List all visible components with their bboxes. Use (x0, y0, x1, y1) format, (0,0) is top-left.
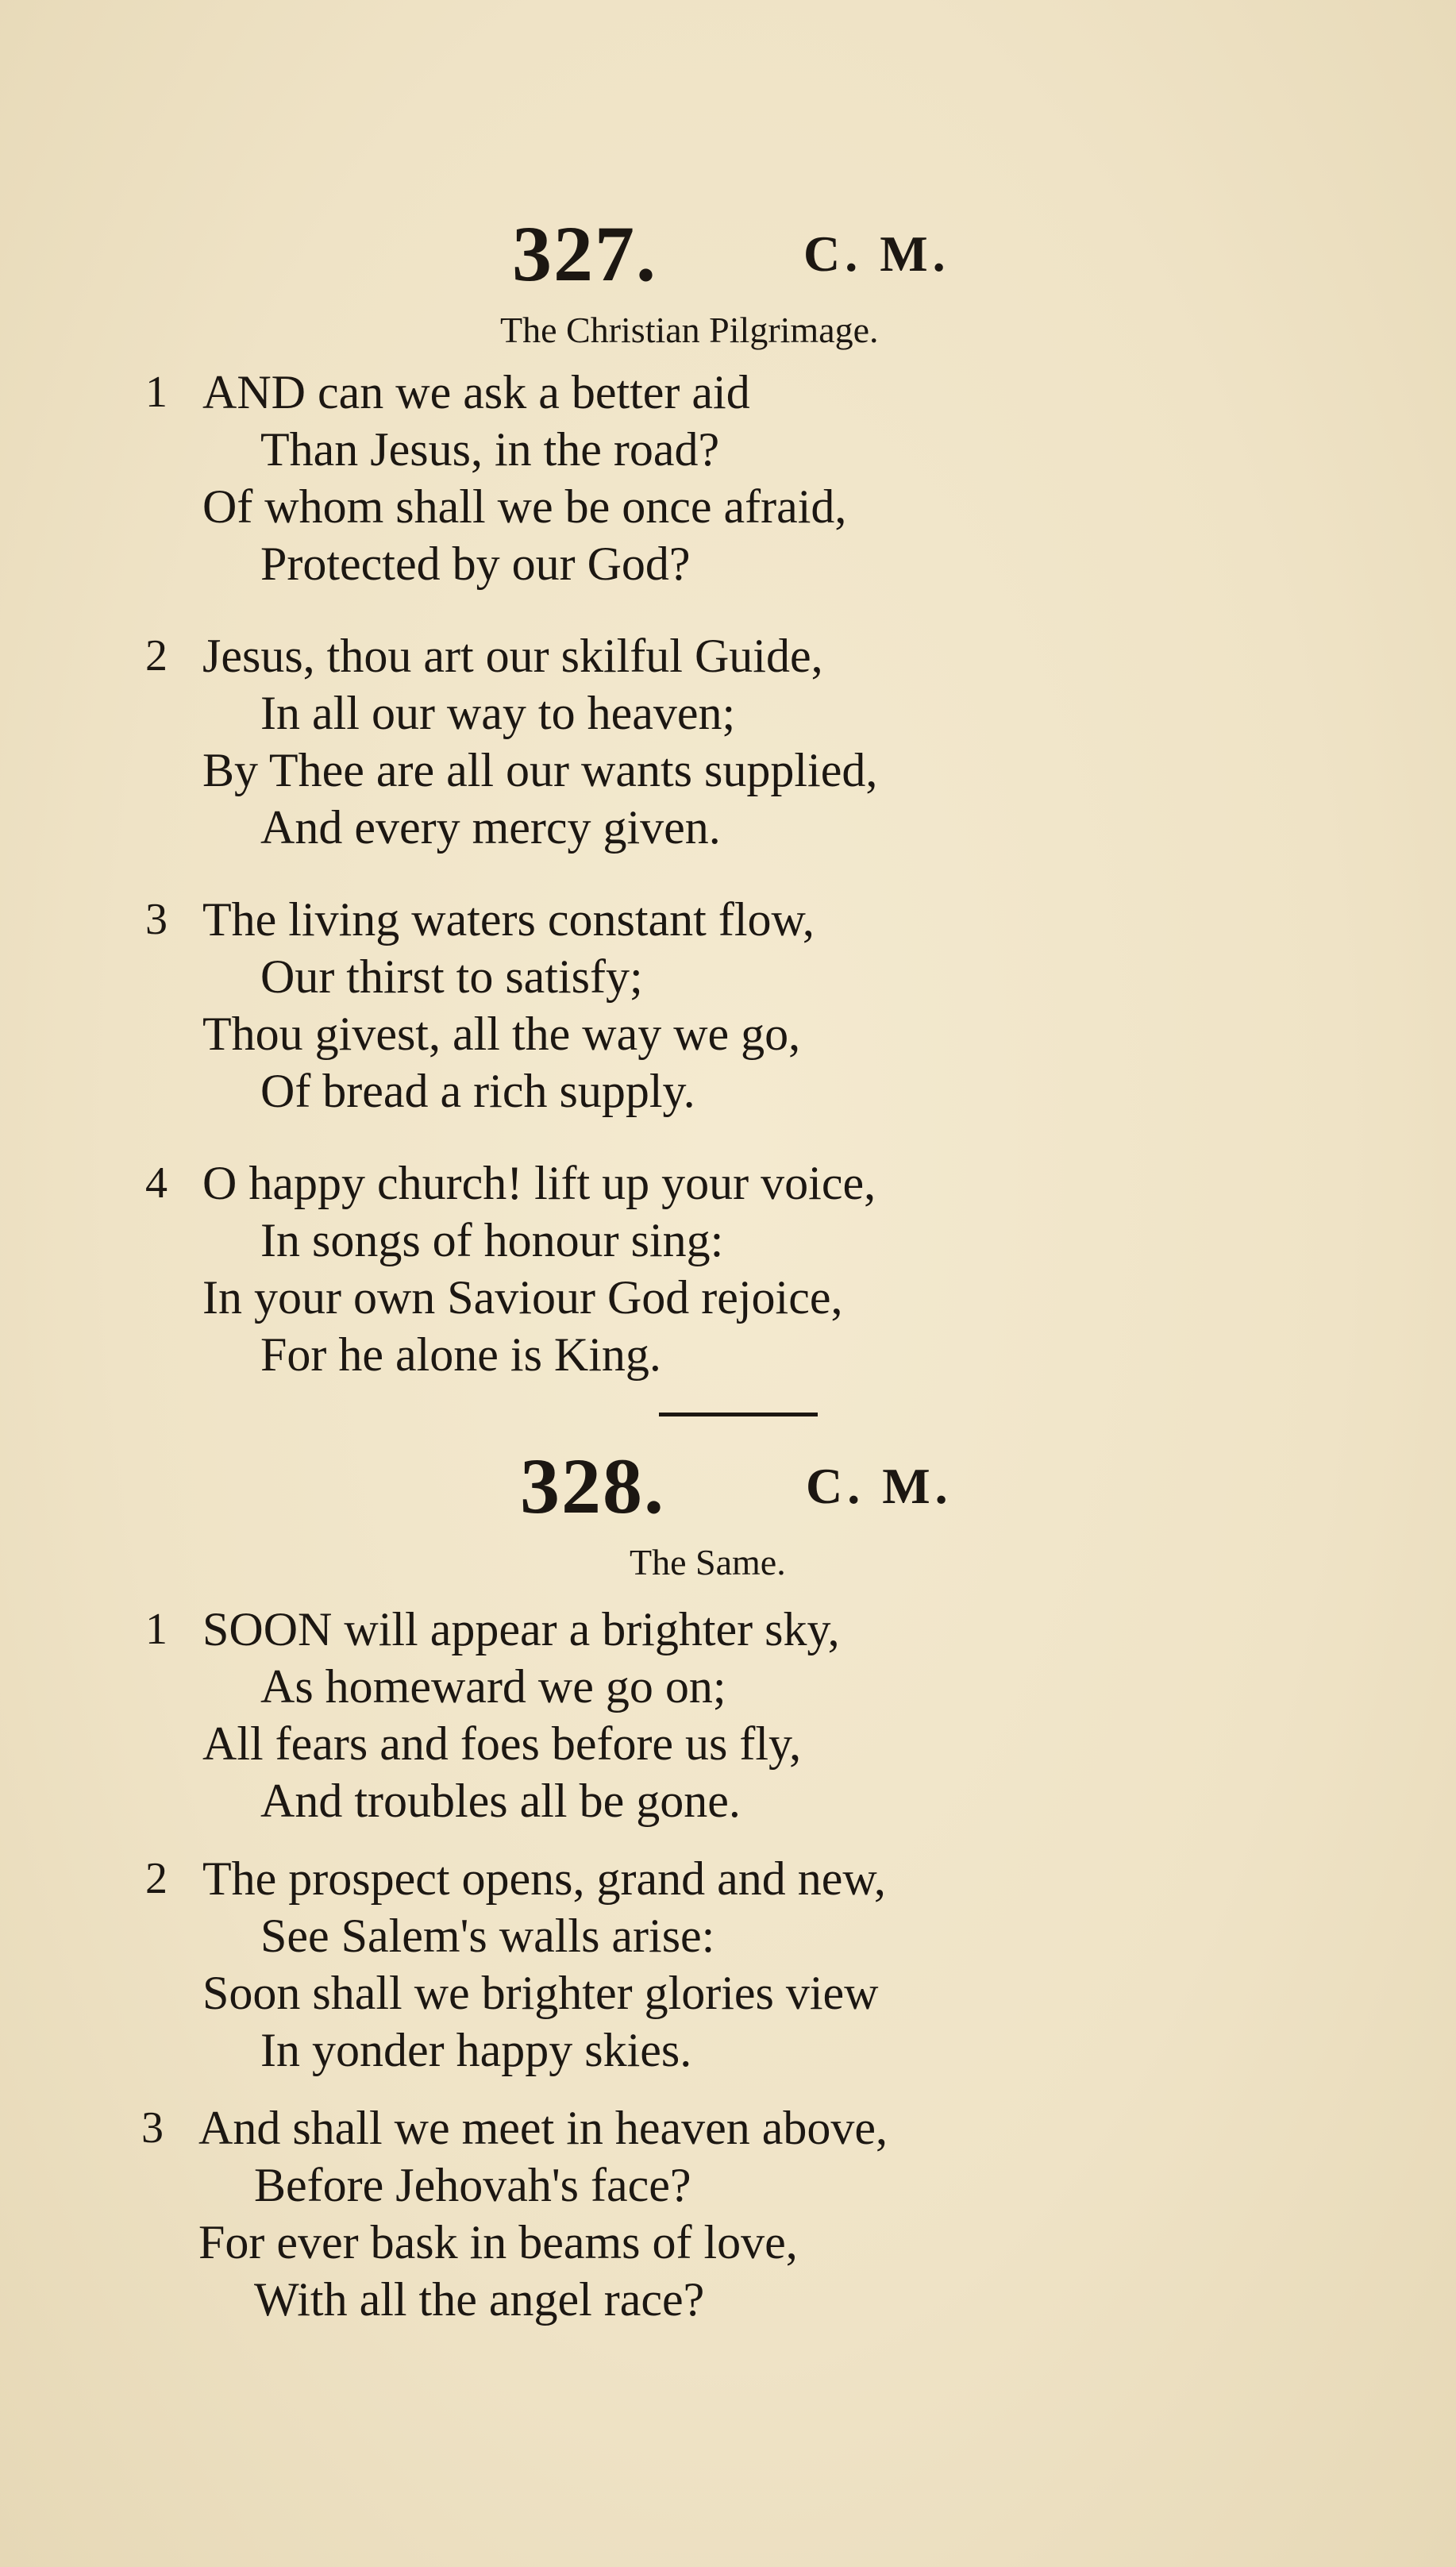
verse-line: In your own Saviour God rejoice, (202, 1271, 843, 1324)
hymn-meter: C. M. (806, 1458, 953, 1514)
verse-line: SOON will appear a brighter sky, (202, 1603, 840, 1655)
verse-number: 1 (145, 368, 168, 417)
verse-line: And troubles all be gone. (260, 1775, 741, 1827)
verse-line: The prospect opens, grand and new, (202, 1852, 886, 1905)
verse-number: 3 (145, 895, 168, 944)
verse-line: Our thirst to satisfy; (260, 950, 643, 1003)
verse-line: Jesus, thou art our skilful Guide, (202, 630, 823, 682)
verse-line: See Salem's walls arise: (260, 1910, 715, 1962)
hymn-title: The Same. (630, 1542, 786, 1582)
verse-line: Soon shall we brighter glories view (202, 1967, 879, 2019)
verse-line: For ever bask in beams of love, (198, 2216, 798, 2268)
verse-line: The living waters constant flow, (202, 893, 815, 946)
verse-line: All fears and foes before us fly, (202, 1717, 802, 1770)
verse-line: O happy church! lift up your voice, (202, 1157, 876, 1209)
hymn-number: 328. (520, 1442, 665, 1530)
verse-number: 2 (145, 631, 168, 680)
hymn-328-header (0, 1439, 1456, 1534)
verse-number: 1 (145, 1605, 168, 1654)
verse-number: 4 (145, 1158, 168, 1208)
verse-line: Of bread a rich supply. (260, 1065, 695, 1117)
hymn-title: The Christian Pilgrimage. (500, 310, 879, 350)
verse-line: Before Jehovah's face? (254, 2159, 691, 2211)
verse-line: In yonder happy skies. (260, 2024, 692, 2076)
verse-line: With all the angel race? (254, 2273, 705, 2326)
verse-line: For he alone is King. (260, 1328, 661, 1381)
verse-line: Of whom shall we be once afraid, (202, 480, 847, 533)
verse-line: And every mercy given. (260, 801, 721, 854)
hymn-number: 327. (512, 210, 657, 298)
hymn-327-header (0, 206, 1456, 302)
verse-number: 2 (145, 1854, 168, 1903)
verse-line: Thou givest, all the way we go, (202, 1008, 801, 1060)
section-divider (659, 1413, 818, 1416)
verse-line: Than Jesus, in the road? (260, 423, 720, 476)
verse-line: In songs of honour sing: (260, 1214, 724, 1266)
verse-line: Protected by our God? (260, 538, 691, 590)
verse-number: 3 (141, 2103, 164, 2153)
verse-line: In all our way to heaven; (260, 687, 736, 739)
hymn-meter: C. M. (803, 225, 950, 282)
verse-line: By Thee are all our wants supplied, (202, 744, 878, 796)
verse-line: And shall we meet in heaven above, (198, 2102, 888, 2154)
verse-line: As homeward we go on; (260, 1660, 726, 1713)
verse-line: AND can we ask a better aid (202, 366, 750, 418)
